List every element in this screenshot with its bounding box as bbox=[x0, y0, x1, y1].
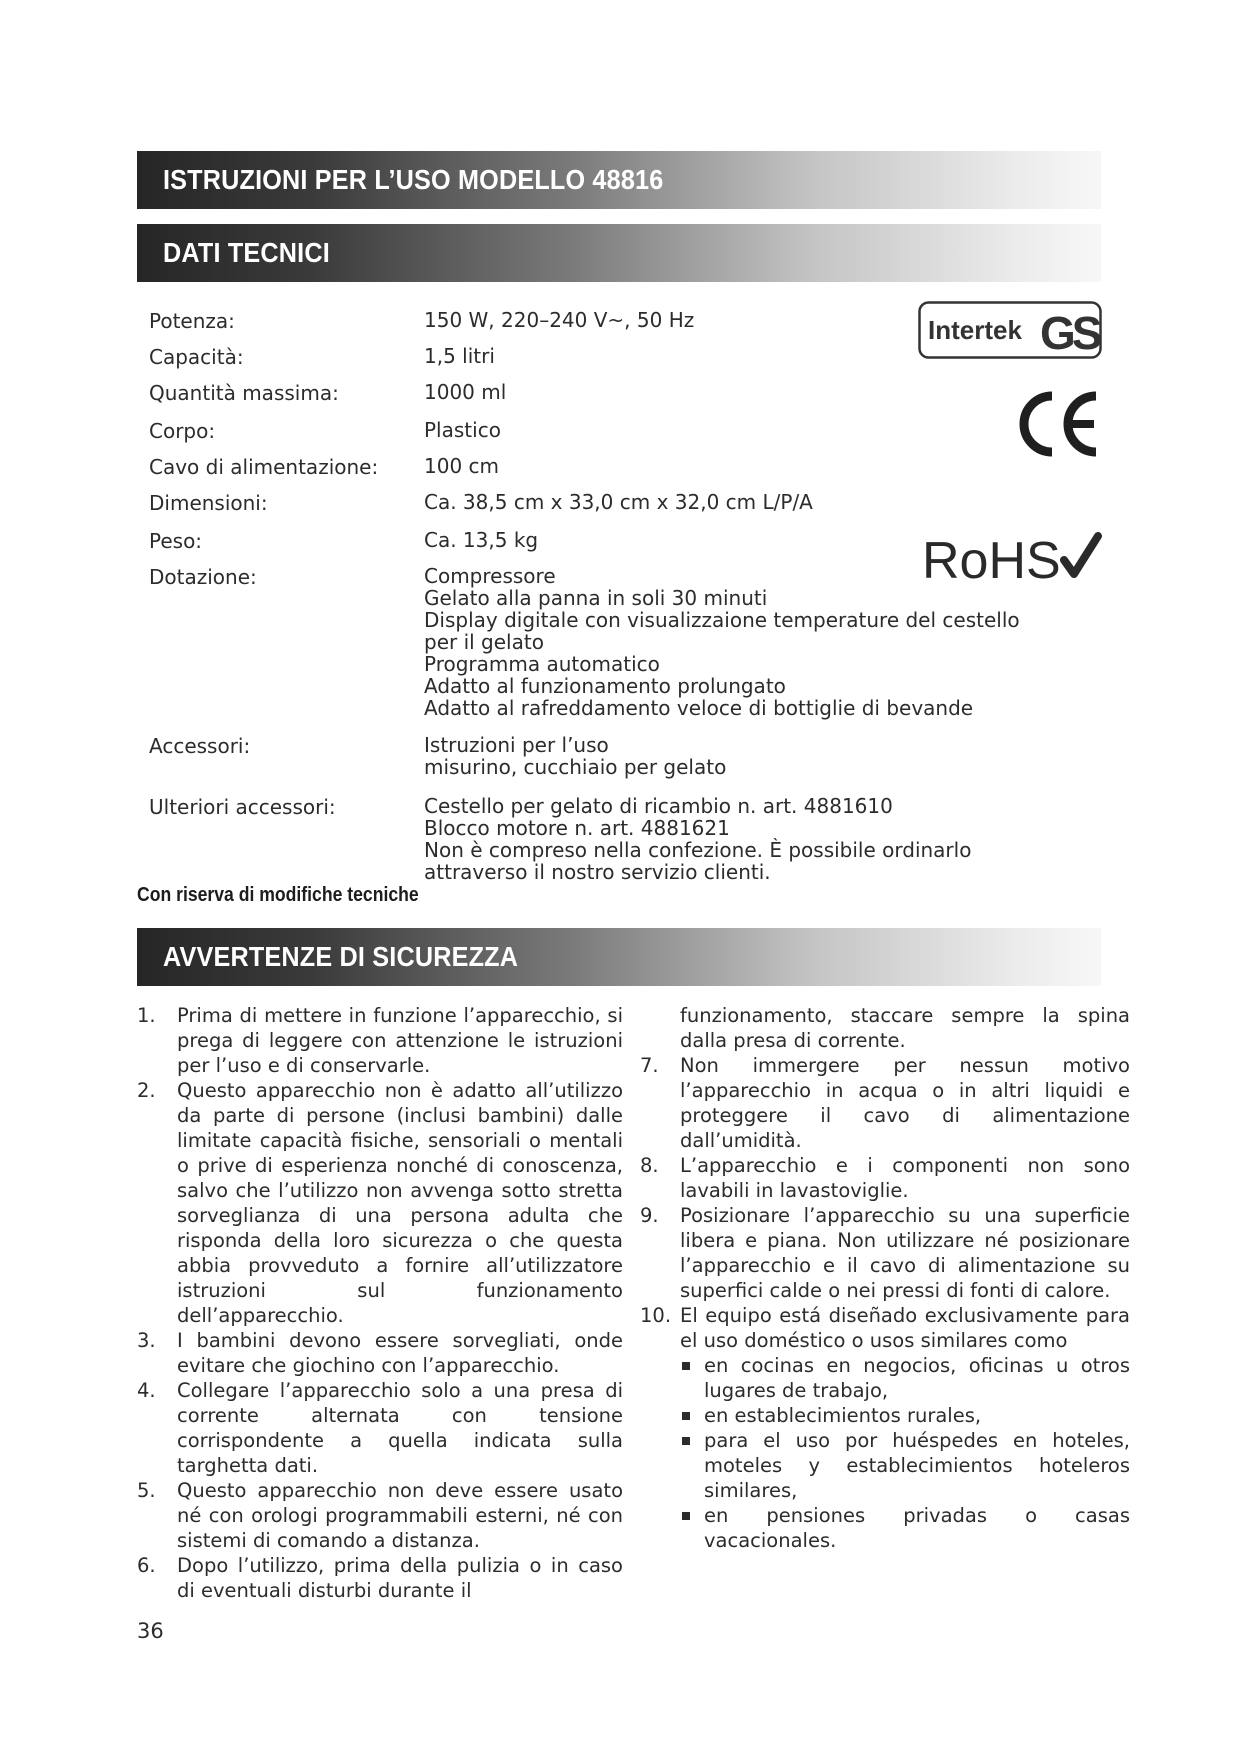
spec-value-line: misurino, cucchiaio per gelato bbox=[424, 755, 727, 779]
spec-value-line: 150 W, 220–240 V~, 50 Hz bbox=[424, 308, 695, 332]
spec-label: Accessori: bbox=[149, 734, 251, 758]
spec-value-line: Compressore bbox=[424, 564, 556, 588]
safety-item bbox=[137, 1553, 623, 1603]
spec-value-line: Gelato alla panna in soli 30 minuti bbox=[424, 586, 768, 610]
intertek-gs-logo bbox=[918, 301, 1102, 359]
item-number: 9. bbox=[640, 1204, 659, 1227]
safety-item bbox=[640, 1203, 1130, 1303]
item-text: Questo apparecchio non deve essere usato né con orologi programmabili esterni, né con sistemi di comando a distanza. bbox=[177, 1479, 623, 1552]
safety-section-title: AVVERTENZE DI SICUREZZA bbox=[163, 941, 519, 972]
page-number: 36 bbox=[137, 1619, 164, 1643]
item-text: Dopo l’utilizzo, prima della pulizia o in caso di eventuali disturbi durante il bbox=[177, 1554, 623, 1602]
item-number: 6. bbox=[137, 1554, 156, 1577]
spec-value-line: 1000 ml bbox=[424, 380, 507, 404]
safety-section-banner bbox=[137, 928, 1101, 986]
bullet-item bbox=[680, 1503, 1130, 1553]
check-icon bbox=[1064, 536, 1098, 574]
safety-item bbox=[640, 1303, 1130, 1553]
spec-value-line: 1,5 litri bbox=[424, 344, 495, 368]
spec-label: Quantità massima: bbox=[149, 381, 339, 405]
spec-value bbox=[424, 419, 501, 441]
spec-value bbox=[424, 491, 813, 513]
item-text: Posizionare l’apparecchio su una superficie libera e piana. Non utilizzare né posizionare l’apparecchio e il cavo di alimentazione su superfici calde o nei pressi di fonti di calore. bbox=[680, 1204, 1130, 1302]
bullet-square-icon bbox=[682, 1362, 690, 1370]
safety-item-continuation: funzionamento, staccare sempre la spina dalla presa di corrente. bbox=[680, 1004, 1130, 1052]
safety-item bbox=[137, 1328, 623, 1378]
spec-value-line: Ca. 13,5 kg bbox=[424, 528, 539, 552]
bullet-item bbox=[680, 1403, 1130, 1428]
spec-value-line: Istruzioni per l’uso bbox=[424, 733, 609, 757]
item-text: Collegare l’apparecchio solo a una presa di corrente alternata con tensione corrispondente a quella indicata sulla targhetta dati. bbox=[177, 1379, 623, 1477]
item-text: L’apparecchio e i componenti non sono lavabili in lavastoviglie. bbox=[680, 1154, 1130, 1202]
page-title: ISTRUZIONI PER L’USO MODELLO 48816 bbox=[163, 164, 664, 195]
ce-mark-logo bbox=[1012, 388, 1102, 460]
spec-value-line: Adatto al funzionamento prolungato bbox=[424, 674, 786, 698]
spec-value bbox=[424, 381, 506, 403]
spec-value-line: per il gelato bbox=[424, 630, 544, 654]
bullet-text: en establecimientos rurales, bbox=[704, 1404, 982, 1427]
rohs-wordmark: RoHS bbox=[922, 532, 1061, 590]
specs-section-title: DATI TECNICI bbox=[163, 237, 330, 268]
item-number: 10. bbox=[640, 1304, 672, 1327]
safety-column-right bbox=[640, 1003, 1130, 1553]
bullet-square-icon bbox=[682, 1437, 690, 1445]
bullet-text: en pensiones privadas o casas vacacionales. bbox=[704, 1504, 1130, 1552]
spec-value-line: Display digitale con visualizzaione temperature del cestello bbox=[424, 608, 1020, 632]
item-number: 8. bbox=[640, 1154, 659, 1177]
item-text: I bambini devono essere sorvegliati, onde evitare che giochino con l’apparecchio. bbox=[177, 1329, 623, 1377]
spec-value-line: Programma automatico bbox=[424, 652, 660, 676]
spec-value bbox=[424, 734, 726, 778]
item-text: Questo apparecchio non è adatto all’utilizzo da parte di persone (inclusi bambini) dalle limitate capacità fisiche, sensoriali o mentali o prive di esperienza nonché di conoscenza, salvo che l’utilizzo non avvenga sotto stretta sorveglianza di una persona adulta che risponda della loro sicurezza o che questa abbia provveduto a fornire all’utilizzatore istruzioni sul funzionamento dell’apparecchio. bbox=[177, 1079, 623, 1327]
item-number: 3. bbox=[137, 1329, 156, 1352]
intertek-wordmark: Intertek bbox=[928, 315, 1022, 345]
spec-value bbox=[424, 309, 694, 331]
item-number: 4. bbox=[137, 1379, 156, 1402]
spec-label: Peso: bbox=[149, 529, 203, 553]
spec-value bbox=[424, 345, 495, 367]
bullet-item bbox=[680, 1428, 1130, 1503]
safety-item bbox=[137, 1003, 623, 1078]
spec-value-line: Blocco motore n. art. 4881621 bbox=[424, 816, 730, 840]
rohs-logo bbox=[920, 522, 1102, 592]
ce-mark bbox=[1024, 396, 1096, 452]
item-number: 7. bbox=[640, 1054, 659, 1077]
spec-value bbox=[424, 795, 971, 883]
item-text: El equipo está diseñado exclusivamente para el uso doméstico o usos similares como bbox=[680, 1304, 1130, 1352]
safety-item bbox=[640, 1153, 1130, 1203]
spec-value-line: 100 cm bbox=[424, 454, 500, 478]
spec-label: Potenza: bbox=[149, 309, 235, 333]
spec-value-line: Non è compreso nella confezione. È possibile ordinarlo bbox=[424, 838, 972, 862]
safety-item bbox=[137, 1478, 623, 1553]
item-text: Non immergere per nessun motivo l’apparecchio in acqua o in altri liquidi e proteggere il cavo di alimentazione dall’umidità. bbox=[680, 1054, 1130, 1152]
spec-label: Cavo di alimentazione: bbox=[149, 455, 379, 479]
specs-section-banner bbox=[137, 224, 1101, 282]
spec-value bbox=[424, 455, 499, 477]
spec-value-line: Plastico bbox=[424, 418, 501, 442]
item-number: 1. bbox=[137, 1004, 156, 1027]
item-number: 5. bbox=[137, 1479, 156, 1502]
spec-value bbox=[424, 529, 538, 551]
technical-reserve-note: Con riserva di modifiche tecniche bbox=[137, 884, 419, 906]
spec-value-line: Cestello per gelato di ricambio n. art. 4881610 bbox=[424, 794, 893, 818]
bullet-text: en cocinas en negocios, oficinas u otros lugares de trabajo, bbox=[704, 1354, 1130, 1402]
spec-label: Dotazione: bbox=[149, 565, 257, 589]
spec-label: Capacità: bbox=[149, 345, 244, 369]
spec-label: Corpo: bbox=[149, 419, 216, 443]
page-title-banner bbox=[137, 151, 1101, 209]
item-number: 2. bbox=[137, 1079, 156, 1102]
spec-label: Dimensioni: bbox=[149, 491, 268, 515]
bullet-square-icon bbox=[682, 1412, 690, 1420]
gs-mark: GS bbox=[1040, 307, 1099, 359]
safety-item bbox=[137, 1078, 623, 1328]
item-text: Prima di mettere in funzione l’apparecchio, si prega di leggere con attenzione le istruzioni per l’uso e di conservarle. bbox=[177, 1004, 623, 1077]
spec-value-line: Adatto al rafreddamento veloce di bottiglie di bevande bbox=[424, 696, 974, 720]
bullet-text: para el uso por huéspedes en hoteles, moteles y establecimientos hoteleros similares, bbox=[704, 1429, 1130, 1502]
spec-value-line: attraverso il nostro servizio clienti. bbox=[424, 860, 771, 884]
safety-item bbox=[640, 1053, 1130, 1153]
safety-column-left bbox=[137, 1003, 623, 1603]
bullet-item bbox=[680, 1353, 1130, 1403]
spec-label: Ulteriori accessori: bbox=[149, 795, 336, 819]
spec-value-line: Ca. 38,5 cm x 33,0 cm x 32,0 cm L/P/A bbox=[424, 490, 813, 514]
safety-item bbox=[137, 1378, 623, 1478]
bullet-square-icon bbox=[682, 1512, 690, 1520]
